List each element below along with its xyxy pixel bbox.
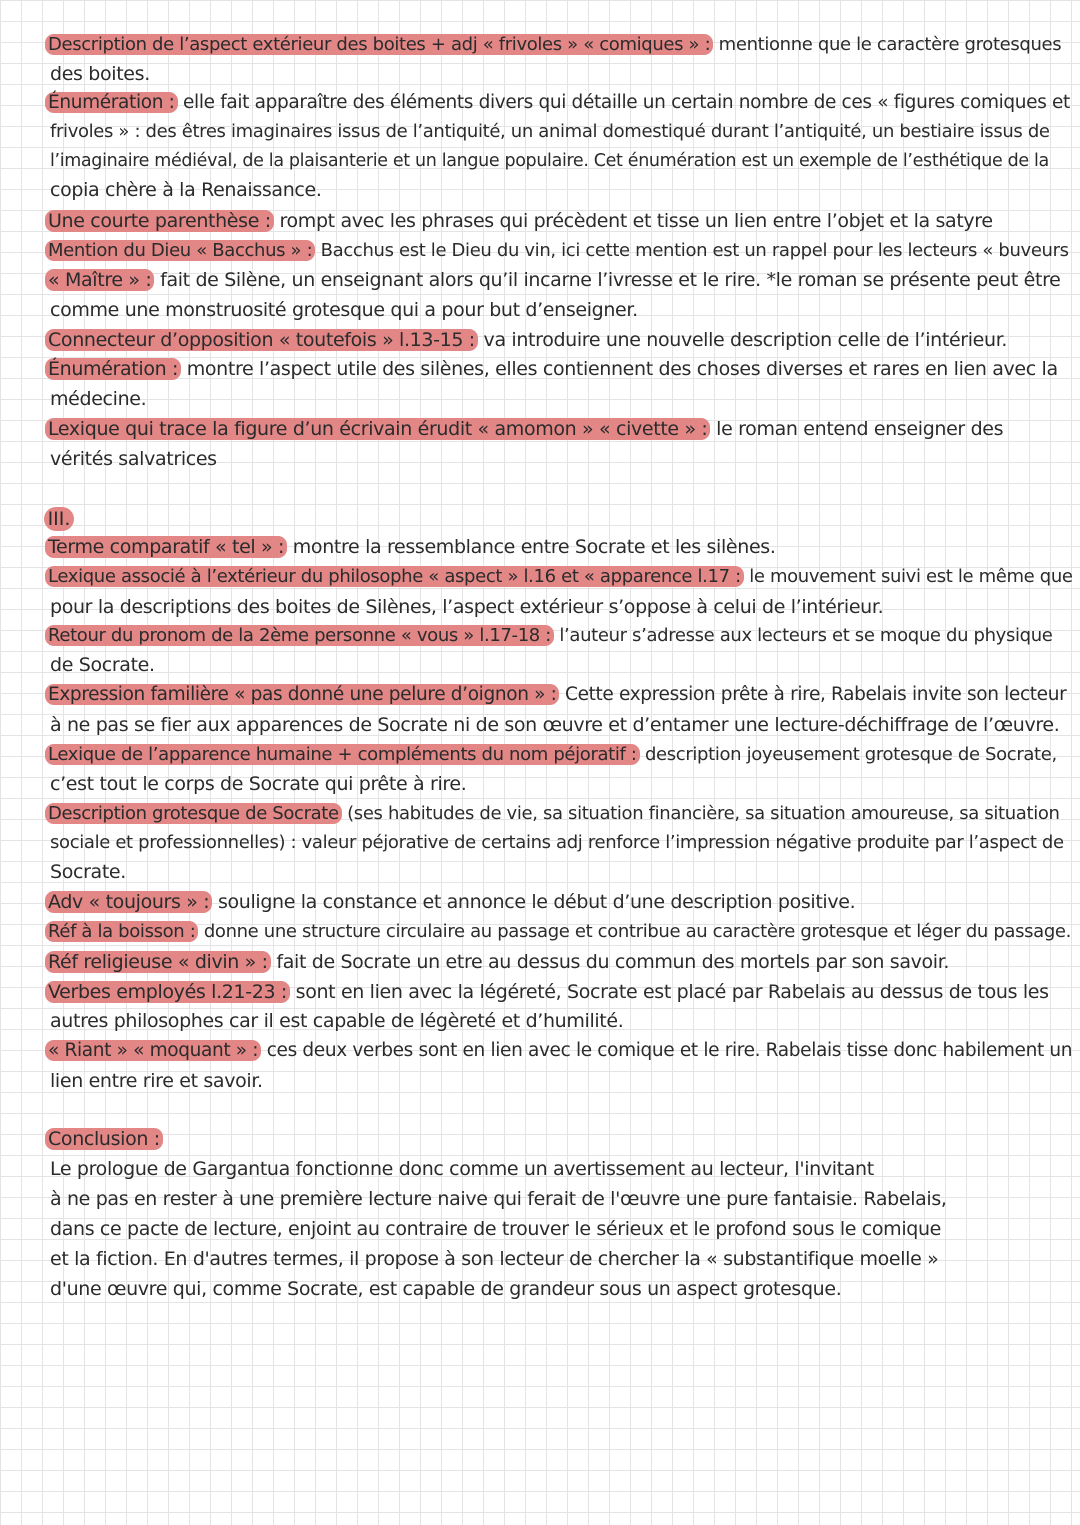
note-line	[50, 771, 466, 797]
note-line	[48, 356, 1058, 382]
note-line	[48, 919, 1071, 945]
note-line	[48, 238, 1069, 264]
line-text: (ses habitudes de vie, sa situation financière, sa situation amoureuse, sa situation	[341, 803, 1060, 824]
highlight: Énumération :	[45, 358, 181, 380]
line-text: Socrate.	[50, 861, 126, 883]
line-text: souligne la constance et annonce le début d’une description positive.	[212, 891, 856, 913]
note-line	[50, 1008, 623, 1034]
line-text: lien entre rire et savoir.	[50, 1070, 263, 1092]
note-line	[50, 859, 126, 885]
line-text: rompt avec les phrases qui précèdent et tisse un lien entre l’objet et la satyre	[273, 210, 993, 232]
line-text: le mouvement suivi est le même que	[743, 566, 1073, 587]
line-text: et la fiction. En d'autres termes, il propose à son lecteur de chercher la « substantifique moelle »	[50, 1248, 939, 1270]
line-text: comme une monstruosité grotesque qui a pour but d’enseigner.	[50, 299, 638, 321]
highlight: Description grotesque de Socrate	[45, 803, 342, 824]
note-line	[50, 1068, 263, 1094]
highlight: « Maître » :	[45, 269, 154, 291]
line-text: dans ce pacte de lecture, enjoint au contraire de trouver le sérieux et le profond sous le comique	[50, 1218, 942, 1240]
highlight: Énumération :	[45, 92, 178, 113]
line-text: pour la descriptions des boites de Silènes, l’aspect extérieur s’oppose à celui de l’intérieur.	[50, 596, 884, 618]
note-line	[48, 534, 776, 560]
line-text: copia chère à la Renaissance.	[50, 179, 322, 201]
conclusion-line	[50, 1246, 938, 1272]
note-line	[48, 623, 1053, 649]
note-line	[48, 801, 1060, 827]
conclusion-heading	[48, 1126, 163, 1152]
line-text: Le prologue de Gargantua fonctionne donc comme un avertissement au lecteur, l'invitant	[50, 1158, 874, 1180]
highlight: Terme comparatif « tel » :	[45, 536, 287, 558]
note-line	[50, 119, 1050, 145]
line-text: montre l’aspect utile des silènes, elles contiennent des choses diverses et rares en lien avec la	[181, 358, 1058, 380]
note-line	[48, 327, 1007, 353]
line-text: à ne pas en rester à une première lecture naive qui ferait de l'œuvre une pure fantaisie. Rabelais,	[50, 1188, 947, 1210]
conclusion-line	[50, 1186, 947, 1212]
line-text: l’imaginaire médiéval, de la plaisanterie et un langue populaire. Cet énumération est un exemple de l’esthétique de la	[50, 151, 1049, 171]
note-line	[48, 889, 855, 915]
line-text: Cette expression prête à rire, Rabelais invite son lecteur	[559, 684, 1067, 705]
note-line	[48, 208, 993, 234]
note-line	[48, 564, 1073, 590]
line-text: de Socrate.	[50, 654, 155, 676]
line-text: l’auteur s’adresse aux lecteurs et se moque du physique	[554, 625, 1053, 646]
line-text: vérités salvatrices	[50, 448, 217, 470]
highlight: Mention du Dieu « Bacchus » :	[45, 240, 315, 261]
line-text: des boites.	[50, 63, 150, 85]
note-line	[48, 416, 1003, 442]
highlight: Lexique associé à l’extérieur du philosophe « aspect » l.16 et « apparence l.17 :	[45, 566, 744, 587]
note-line	[50, 830, 1064, 856]
note-line	[50, 177, 322, 203]
highlight: « Riant » « moquant » :	[45, 1040, 261, 1061]
note-line	[48, 979, 1049, 1005]
line-text: description joyeusement grotesque de Socrate,	[639, 744, 1057, 765]
note-line	[50, 712, 1059, 738]
line-text: va introduire une nouvelle description celle de l’intérieur.	[477, 329, 1008, 351]
line-text: le roman entend enseigner des	[710, 418, 1004, 440]
note-line	[50, 61, 150, 87]
conclusion-line	[50, 1276, 841, 1302]
line-text: fait de Silène, un enseignant alors qu’il incarne l’ivresse et le rire. *le roman se présente peut être	[154, 269, 1061, 291]
line-text: autres philosophes car il est capable de légèreté et d’humilité.	[50, 1010, 624, 1032]
highlight: Expression familière « pas donné une pelure d’oignon » :	[45, 684, 559, 705]
line-text: médecine.	[50, 388, 147, 410]
highlight: Description de l’aspect extérieur des boites + adj « frivoles » « comiques » :	[45, 34, 713, 55]
note-line	[48, 90, 1070, 116]
line-text: montre la ressemblance entre Socrate et les silènes.	[287, 536, 776, 558]
line-text: sont en lien avec la légéreté, Socrate est placé par Rabelais au dessus de tous les	[289, 981, 1049, 1003]
note-line	[50, 594, 883, 620]
line-text: à ne pas se fier aux apparences de Socrate ni de son œuvre et d’entamer une lecture-déchiffrage de l’œuvre.	[50, 714, 1060, 736]
note-line	[50, 386, 146, 412]
highlight: Retour du pronom de la 2ème personne « vous » l.17-18 :	[45, 625, 554, 646]
highlight: Réf à la boisson :	[45, 921, 198, 942]
highlight: Conclusion :	[45, 1128, 163, 1150]
conclusion-line	[50, 1216, 941, 1242]
line-text: fait de Socrate un etre au dessus du commun des mortels par son savoir.	[270, 951, 950, 973]
section-marker: III.	[44, 507, 74, 531]
highlight: Lexique qui trace la figure d’un écrivain érudit « amomon » « civette » :	[45, 418, 710, 440]
note-line	[48, 1038, 1072, 1064]
highlight: Réf religieuse « divin » :	[45, 951, 271, 973]
note-line	[50, 297, 638, 323]
note-line	[50, 652, 155, 678]
highlight: Verbes employés l.21-23 :	[45, 981, 290, 1003]
line-text: c’est tout le corps de Socrate qui prête à rire.	[50, 773, 467, 795]
highlight: Adv « toujours » :	[45, 891, 212, 913]
line-text: frivoles » : des êtres imaginaires issus de l’antiquité, un animal domestiqué durant l’antiquité, un bestiaire issus de	[50, 121, 1050, 142]
note-line	[48, 32, 1061, 58]
line-text: donne une structure circulaire au passage et contribue au caractère grotesque et léger du passage.	[198, 921, 1072, 942]
line-text: d'une œuvre qui, comme Socrate, est capable de grandeur sous un aspect grotesque.	[50, 1278, 842, 1300]
line-text: sociale et professionnelles) : valeur péjorative de certains adj renforce l’impression négative produite par l’aspect de	[50, 832, 1064, 853]
note-line	[50, 148, 1049, 174]
highlight: Connecteur d’opposition « toutefois » l.13-15 :	[45, 329, 478, 351]
note-line	[50, 446, 217, 472]
note-line	[48, 267, 1061, 293]
line-text: ces deux verbes sont en lien avec le comique et le rire. Rabelais tisse donc habilement un	[261, 1040, 1073, 1061]
note-line	[48, 742, 1057, 768]
conclusion-line	[50, 1156, 874, 1182]
note-line	[48, 949, 949, 975]
line-text: elle fait apparaître des éléments divers qui détaille un certain nombre de ces « figures comiques et	[177, 92, 1070, 113]
note-line	[48, 682, 1066, 708]
line-text: mentionne que le caractère grotesques	[713, 34, 1062, 55]
line-text: Bacchus est le Dieu du vin, ici cette mention est un rappel pour les lecteurs « buveurs	[315, 240, 1069, 261]
highlight: Une courte parenthèse :	[45, 210, 274, 232]
highlight: Lexique de l’apparence humaine + compléments du nom péjoratif :	[45, 744, 640, 765]
